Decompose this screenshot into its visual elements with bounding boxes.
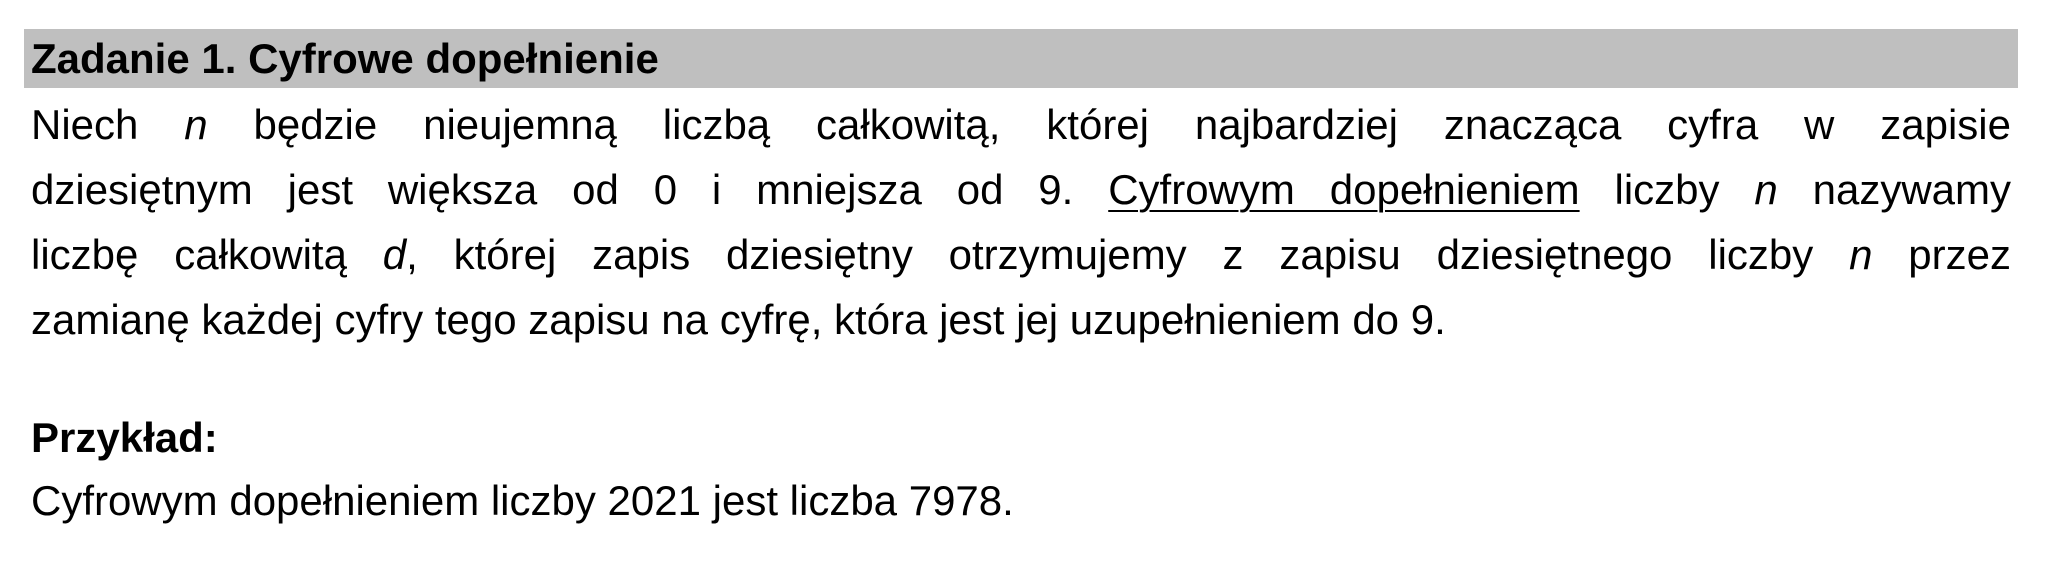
variable-n: n <box>184 101 208 148</box>
description-line-2 <box>31 157 2011 222</box>
line-2-after: nazywamy <box>1777 166 2011 213</box>
line-1-before: Niech <box>31 101 185 148</box>
line-3-before: liczbę całkowitą <box>31 231 383 278</box>
task-description <box>31 92 2011 352</box>
task-header <box>24 29 2018 88</box>
line-3-after: przez <box>1872 231 2011 278</box>
line-2-before: dziesiętnym jest większa od 0 i mniejsza od 9. <box>31 166 1109 213</box>
description-line-1 <box>31 92 2011 157</box>
task-title: Zadanie 1. Cyfrowe dopełnienie <box>31 35 659 82</box>
variable-n: n <box>1849 231 1873 278</box>
example-text: Cyfrowym dopełnieniem liczby 2021 jest liczba 7978. <box>31 477 1014 524</box>
example-label: Przykład: <box>31 414 218 461</box>
description-line-3 <box>31 222 2011 287</box>
defined-term: Cyfrowym dopełnieniem <box>1108 166 1580 213</box>
line-3-middle: , której zapis dziesiętny otrzymujemy z zapisu dziesiętnego liczby <box>406 231 1850 278</box>
line-2-middle: liczby <box>1579 166 1755 213</box>
variable-n: n <box>1754 166 1778 213</box>
line-1-after: będzie nieujemną liczbą całkowitą, której najbardziej znacząca cyfra w zapisie <box>207 101 2011 148</box>
description-line-4: zamianę każdej cyfry tego zapisu na cyfrę, która jest jej uzupełnieniem do 9. <box>31 296 1446 343</box>
variable-d: d <box>382 231 407 278</box>
